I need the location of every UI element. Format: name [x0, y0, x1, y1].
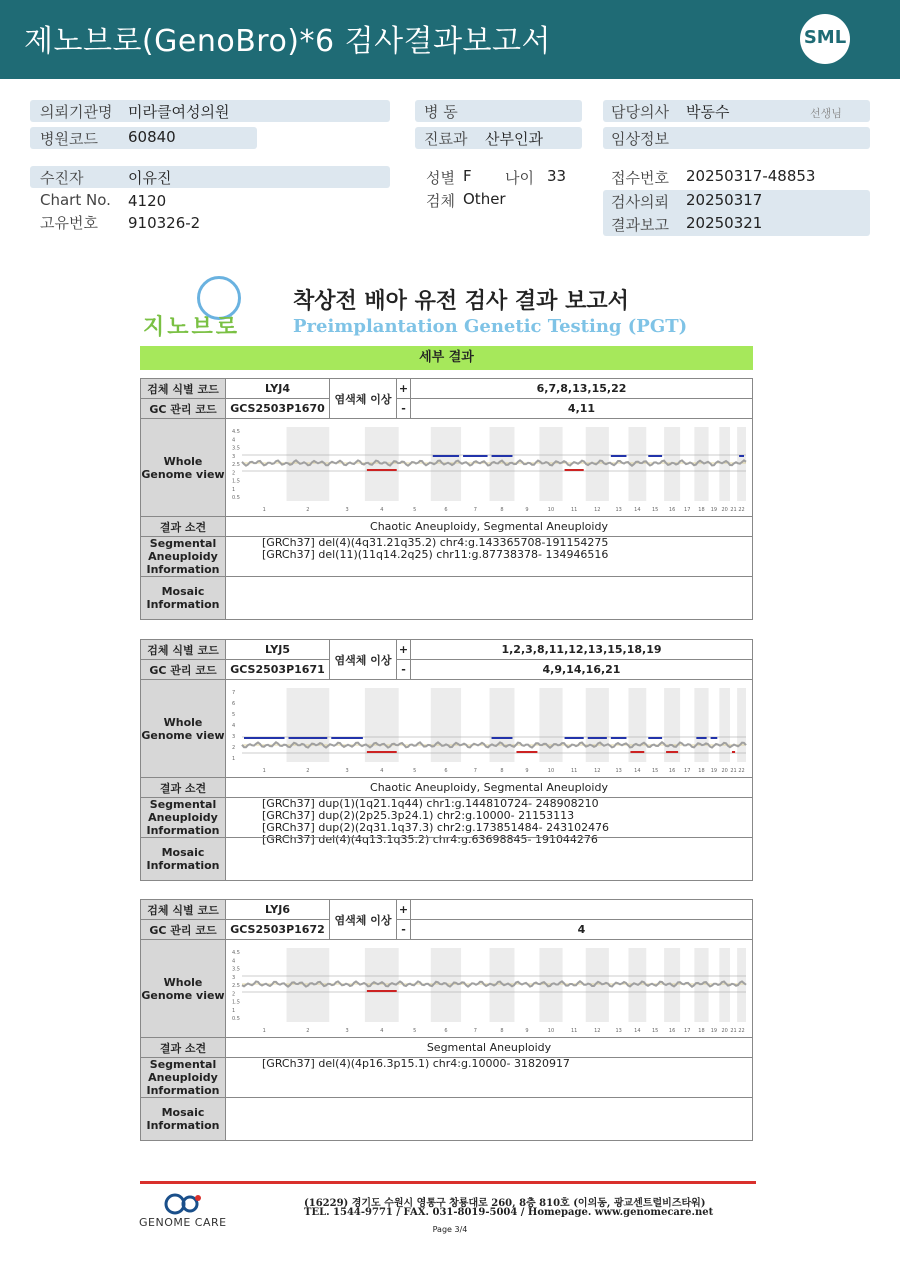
- loss-chromosomes: 4,9,14,16,21: [410, 659, 753, 680]
- whole-genome-plot: [225, 939, 753, 1038]
- receipt-no-value: 20250317-48853: [686, 167, 816, 185]
- y-tick-label: 2: [232, 745, 236, 751]
- chromosome-tick-label: 21: [730, 768, 737, 774]
- doctor-value: 박동수: [686, 103, 730, 121]
- chromosome-tick-label: 12: [594, 768, 601, 774]
- gc-code-value: GCS2503P1672: [225, 919, 330, 940]
- segmental-line: [GRCh37] del(4)(4q13.1q35.2) chr4:g.63698845- 191044276: [262, 833, 598, 846]
- chromosome-tick-label: 20: [721, 1028, 728, 1034]
- segmental-label: Segmental Aneuploidy Information: [140, 1057, 226, 1098]
- chromosome-tick-label: 13: [615, 768, 622, 774]
- y-tick-label: 1.5: [232, 999, 240, 1006]
- department-value: 산부인과: [485, 130, 543, 148]
- age-value: 33: [547, 167, 567, 185]
- chromosome-tick-label: 9: [525, 1028, 529, 1034]
- clinical-info-label: 임상정보: [611, 130, 669, 148]
- chromosome-band: [586, 688, 609, 762]
- genobro-logo-text: 지노브로: [143, 315, 241, 340]
- finding-label: 결과 소견: [140, 1037, 226, 1058]
- y-tick-label: 4.5: [232, 950, 240, 956]
- chromosome-tick-label: 15: [651, 1028, 659, 1034]
- examinee-label: 수진자: [40, 169, 84, 187]
- chromosome-tick-label: 22: [738, 1028, 745, 1034]
- genome-chart: [226, 419, 754, 518]
- chromosome-tick-label: 7: [473, 507, 477, 513]
- y-tick-label: 2: [232, 991, 236, 998]
- chromosome-band: [539, 688, 562, 762]
- chromosome-tick-label: 9: [525, 768, 529, 774]
- chromosome-tick-label: 22: [738, 768, 745, 774]
- gc-code-value: GCS2503P1671: [225, 659, 330, 680]
- chromosome-tick-label: 3: [345, 768, 349, 774]
- examinee-value: 이유진: [128, 169, 172, 187]
- chromosome-tick-label: 1: [262, 507, 266, 513]
- gain-chromosomes: 1,2,3,8,11,12,13,15,18,19: [410, 639, 753, 660]
- sml-logo-text: SML: [803, 27, 847, 48]
- chromosome-band: [628, 688, 646, 762]
- mosaic-label: Mosaic Information: [140, 576, 226, 620]
- loss-chromosomes: 4,11: [410, 398, 753, 419]
- chromosome-tick-label: 5: [413, 507, 417, 513]
- company-name: GENOME CARE: [139, 1216, 227, 1229]
- chromosome-band: [287, 688, 330, 762]
- segmental-line: [GRCh37] del(4)(4p16.3p15.1) chr4:g.10000- 31820917: [262, 1057, 570, 1070]
- department-label: 진료과: [424, 130, 468, 148]
- chromosome-tick-label: 21: [730, 1028, 737, 1034]
- specimen-code-label: 검체 식별 코드: [140, 639, 226, 660]
- chromosome-tick-label: 18: [698, 768, 705, 774]
- y-tick-label: 4.5: [232, 429, 240, 435]
- hospital-code-value: 60840: [128, 128, 176, 146]
- mosaic-label: Mosaic Information: [140, 1097, 226, 1141]
- chromosome-tick-label: 13: [615, 507, 622, 513]
- whole-genome-plot: [225, 418, 753, 517]
- chromosome-tick-label: 7: [473, 1028, 477, 1034]
- chromosome-band: [694, 688, 708, 762]
- chromosome-band: [737, 688, 746, 762]
- chromosome-band: [490, 688, 515, 762]
- chromosome-tick-label: 18: [698, 1028, 705, 1034]
- y-tick-label: 7: [232, 690, 236, 696]
- chromosome-tick-label: 14: [634, 507, 641, 513]
- whole-genome-label: Whole Genome view: [140, 418, 226, 517]
- gc-code-label: GC 관리 코드: [140, 919, 226, 940]
- chromosome-tick-label: 6: [444, 1028, 448, 1034]
- chromosome-tick-label: 16: [668, 1028, 676, 1034]
- id-no-label: 고유번호: [40, 214, 98, 232]
- chromosome-tick-label: 19: [710, 1028, 718, 1034]
- y-tick-label: 4: [232, 437, 236, 444]
- finding-value: Segmental Aneuploidy: [225, 1037, 753, 1058]
- mosaic-value: [225, 837, 753, 881]
- chromosome-tick-label: 17: [684, 507, 691, 513]
- specimen-code-value: LYJ4: [225, 378, 330, 399]
- chromosome-tick-label: 2: [306, 768, 310, 774]
- chromosome-tick-label: 7: [473, 768, 477, 774]
- segmental-line: [GRCh37] del(4)(4q31.21q35.2) chr4:g.143365708-191154275: [262, 536, 609, 549]
- chromosome-tick-label: 16: [668, 507, 676, 513]
- gc-code-value: GCS2503P1670: [225, 398, 330, 419]
- company-contact: TEL. 1544-9771 / FAX. 031-8019-5004 / Homepage. www.genomecare.net: [304, 1207, 714, 1218]
- whole-genome-plot: [225, 679, 753, 778]
- chromosome-tick-label: 11: [570, 768, 578, 774]
- genome-chart: [226, 940, 754, 1039]
- segmental-info: [225, 1057, 753, 1098]
- chart-no-value: 4120: [128, 192, 167, 210]
- specimen-code-label: 검체 식별 코드: [140, 899, 226, 920]
- report-title: 제노브로(GenoBro)*6 검사결과보고서: [24, 24, 551, 59]
- segmental-line: [GRCh37] dup(2)(2q31.1q37.3) chr2:g.173851484- 243102476: [262, 821, 610, 834]
- doctor-label: 담당의사: [611, 103, 669, 121]
- chromosome-tick-label: 4: [380, 1028, 384, 1034]
- y-tick-label: 4: [232, 723, 236, 729]
- whole-genome-label: Whole Genome view: [140, 939, 226, 1038]
- segmental-line: [GRCh37] dup(2)(2p25.3p24.1) chr2:g.10000- 21153113: [262, 809, 575, 822]
- y-tick-label: 3.5: [232, 966, 240, 973]
- chromosome-tick-label: 13: [615, 1028, 622, 1034]
- chromosome-tick-label: 1: [262, 768, 266, 774]
- y-tick-label: 3: [232, 453, 236, 460]
- hospital-code-label: 병원코드: [40, 130, 98, 148]
- chromosome-tick-label: 3: [345, 1028, 349, 1034]
- page-number: Page 3/4: [432, 1225, 468, 1234]
- chromosome-tick-label: 8: [500, 507, 504, 513]
- examinee-row: [30, 166, 390, 188]
- chromosome-tick-label: 4: [380, 768, 384, 774]
- gain-sign: +: [396, 378, 411, 399]
- gc-code-label: GC 관리 코드: [140, 398, 226, 419]
- finding-value: Chaotic Aneuploidy, Segmental Aneuploidy: [225, 777, 753, 798]
- chromosome-tick-label: 10: [547, 507, 555, 513]
- chromosome-tick-label: 10: [547, 768, 555, 774]
- specimen-value: Other: [463, 190, 506, 208]
- chromosome-band: [719, 688, 730, 762]
- y-tick-label: 1: [232, 756, 236, 762]
- result-block: [140, 378, 753, 620]
- result-report-label: 결과보고: [611, 216, 669, 234]
- y-tick-label: 1: [232, 1007, 236, 1014]
- loss-sign: -: [396, 919, 411, 940]
- chromosome-tick-label: 2: [306, 507, 310, 513]
- chromosome-tick-label: 17: [684, 768, 691, 774]
- chromosome-tick-label: 20: [721, 768, 728, 774]
- y-tick-label: 3: [232, 974, 236, 981]
- y-tick-label: 3: [232, 734, 236, 740]
- chromosome-tick-label: 16: [668, 768, 676, 774]
- gain-chromosomes: [410, 899, 753, 920]
- y-tick-label: 2.5: [232, 983, 240, 989]
- sml-logo: [800, 14, 850, 64]
- result-block: [140, 899, 753, 1141]
- pgt-subtitle: Preimplantation Genetic Testing (PGT): [293, 316, 688, 337]
- test-request-value: 20250317: [686, 191, 763, 209]
- genome-care-logo-icon: [163, 1193, 203, 1215]
- sex-value: F: [463, 167, 472, 185]
- company-address: (16229) 경기도 수원시 영통구 창룡대로 260, 8층 810호 (이의동, 광교센트럴비즈타워): [304, 1198, 706, 1209]
- chromosome-tick-label: 3: [345, 507, 349, 513]
- segmental-info: [225, 797, 753, 846]
- chromosome-tick-label: 4: [380, 507, 384, 513]
- chromosome-band: [586, 948, 609, 1022]
- chromosome-tick-label: 11: [570, 507, 578, 513]
- doctor-suffix: 선생님: [810, 107, 842, 120]
- chromosome-tick-label: 5: [413, 1028, 417, 1034]
- whole-genome-label: Whole Genome view: [140, 679, 226, 778]
- loss-sign: -: [396, 659, 411, 680]
- specimen-code-label: 검체 식별 코드: [140, 378, 226, 399]
- loss-sign: -: [396, 398, 411, 419]
- chromosome-tick-label: 12: [594, 1028, 601, 1034]
- chromosome-band: [431, 948, 461, 1022]
- chromosome-tick-label: 20: [721, 507, 728, 513]
- chromosome-abnormality-label: 염색체 이상: [329, 378, 397, 419]
- chromosome-tick-label: 18: [698, 507, 705, 513]
- id-no-value: 910326-2: [128, 214, 201, 232]
- y-tick-label: 1.5: [232, 478, 240, 485]
- chromosome-band: [490, 427, 515, 501]
- y-tick-label: 0.5: [232, 495, 240, 501]
- chromosome-tick-label: 19: [710, 507, 718, 513]
- segmental-info: [225, 536, 753, 577]
- chromosome-tick-label: 6: [444, 768, 448, 774]
- y-tick-label: 2: [232, 470, 236, 477]
- specimen-label: 검체: [426, 192, 455, 210]
- pgt-title: 착상전 배아 유전 검사 결과 보고서: [293, 289, 629, 314]
- y-tick-label: 5: [232, 712, 236, 718]
- chromosome-tick-label: 5: [413, 768, 417, 774]
- chromosome-band: [664, 688, 680, 762]
- detail-results-header: 세부 결과: [140, 346, 753, 370]
- chromosome-band: [365, 688, 399, 762]
- genome-chart: [226, 680, 754, 779]
- chromosome-abnormality-label: 염색체 이상: [329, 899, 397, 940]
- segmental-label: Segmental Aneuploidy Information: [140, 536, 226, 577]
- finding-value: Chaotic Aneuploidy, Segmental Aneuploidy: [225, 516, 753, 537]
- chromosome-tick-label: 2: [306, 1028, 310, 1034]
- chromosome-tick-label: 14: [634, 768, 641, 774]
- segmental-line: [GRCh37] dup(1)(1q21.1q44) chr1:g.144810724- 248908210: [262, 797, 599, 810]
- result-block: [140, 639, 753, 881]
- test-request-label: 검사의뢰: [611, 193, 669, 211]
- chromosome-tick-label: 22: [738, 507, 745, 513]
- result-report-value: 20250321: [686, 214, 763, 232]
- mosaic-value: [225, 576, 753, 620]
- chromosome-tick-label: 15: [651, 768, 659, 774]
- finding-label: 결과 소견: [140, 516, 226, 537]
- chromosome-tick-label: 17: [684, 1028, 691, 1034]
- referring-institution-label: 의뢰기관명: [40, 103, 113, 121]
- chromosome-tick-label: 10: [547, 1028, 555, 1034]
- sex-label: 성별: [426, 169, 455, 187]
- y-tick-label: 1: [232, 486, 236, 493]
- chromosome-tick-label: 21: [730, 507, 737, 513]
- chromosome-tick-label: 15: [651, 507, 659, 513]
- chromosome-band: [431, 688, 461, 762]
- chromosome-abnormality-label: 염색체 이상: [329, 639, 397, 680]
- footer-divider: [140, 1181, 756, 1184]
- y-tick-label: 0.5: [232, 1016, 240, 1022]
- gain-sign: +: [396, 899, 411, 920]
- finding-label: 결과 소견: [140, 777, 226, 798]
- chromosome-tick-label: 8: [500, 768, 504, 774]
- segmental-line: [GRCh37] del(11)(11q14.2q25) chr11:g.87738378- 134946516: [262, 548, 609, 561]
- gc-code-label: GC 관리 코드: [140, 659, 226, 680]
- ward-label: 병 동: [424, 103, 458, 121]
- chromosome-tick-label: 11: [570, 1028, 578, 1034]
- report-header-bar: [0, 0, 900, 79]
- specimen-code-value: LYJ5: [225, 639, 330, 660]
- specimen-code-value: LYJ6: [225, 899, 330, 920]
- segmental-label: Segmental Aneuploidy Information: [140, 797, 226, 838]
- chromosome-tick-label: 14: [634, 1028, 641, 1034]
- chromosome-tick-label: 6: [444, 507, 448, 513]
- chart-no-label: Chart No.: [40, 191, 111, 209]
- mosaic-label: Mosaic Information: [140, 837, 226, 881]
- referring-institution-value: 미라클여성의원: [128, 103, 230, 121]
- chromosome-tick-label: 9: [525, 507, 529, 513]
- chromosome-tick-label: 12: [594, 507, 601, 513]
- chromosome-tick-label: 19: [710, 768, 718, 774]
- y-tick-label: 2.5: [232, 462, 240, 468]
- receipt-no-label: 접수번호: [611, 169, 669, 187]
- y-tick-label: 3.5: [232, 445, 240, 452]
- y-tick-label: 4: [232, 958, 236, 965]
- y-tick-label: 6: [232, 701, 236, 707]
- gain-chromosomes: 6,7,8,13,15,22: [410, 378, 753, 399]
- age-label: 나이: [505, 169, 534, 187]
- loss-chromosomes: 4: [410, 919, 753, 940]
- gain-sign: +: [396, 639, 411, 660]
- mosaic-value: [225, 1097, 753, 1141]
- chromosome-tick-label: 1: [262, 1028, 266, 1034]
- chromosome-tick-label: 8: [500, 1028, 504, 1034]
